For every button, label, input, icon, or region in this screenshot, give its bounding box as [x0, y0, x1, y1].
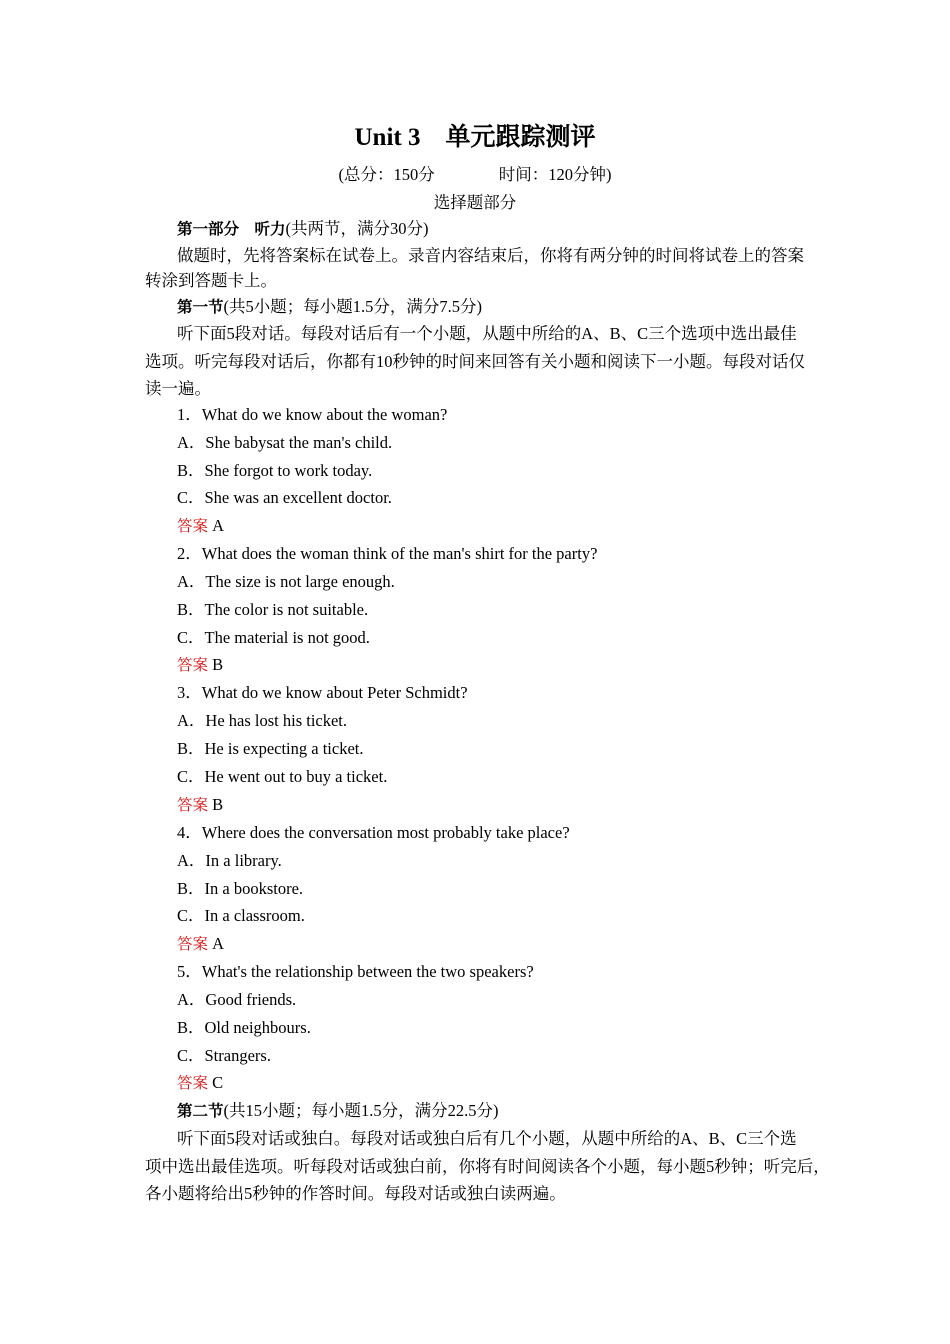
- answer-label: 答案: [177, 517, 209, 535]
- section-title: 选择题部分: [433, 193, 517, 212]
- part1-heading: [177, 219, 857, 239]
- total-score: (总分：150分: [338, 165, 435, 184]
- question-text: 5．What's the relationship between the two speakers?: [177, 962, 534, 981]
- sec1-label: 第一节: [177, 298, 224, 316]
- answer-value: B: [212, 655, 224, 674]
- option-a: A．She babysat the man's child.: [177, 433, 393, 452]
- answer-label: 答案: [177, 935, 209, 953]
- question-text: 3．What do we know about Peter Schmidt?: [177, 683, 468, 702]
- sec2-label: 第二节: [177, 1102, 224, 1120]
- option-c: C．Strangers.: [177, 1046, 271, 1065]
- question-text: 1．What do we know about the woman?: [177, 405, 448, 424]
- option-c: C．She was an excellent doctor.: [177, 488, 392, 507]
- answer-line: [177, 795, 857, 815]
- sec2-instruction-line: 听下面5段对话或独白。每段对话或独白后有几个小题，从题中所给的A、B、C三个选: [177, 1129, 797, 1148]
- answer-line: [177, 655, 857, 675]
- intro-line: 做题时，先将答案标在试卷上。录音内容结束后，你将有两分钟的时间将试卷上的答案: [177, 246, 804, 265]
- answer-value: A: [212, 934, 225, 953]
- sec1-heading: [177, 297, 857, 317]
- option-b: B．He is expecting a ticket.: [177, 739, 364, 758]
- answer-value: B: [212, 795, 224, 814]
- option-c: C．In a classroom.: [177, 906, 305, 925]
- option-c: C．The material is not good.: [177, 628, 370, 647]
- answer-line: [177, 934, 857, 954]
- part1-note: (共两节，满分30分): [285, 219, 429, 238]
- option-a: A．In a library.: [177, 851, 282, 870]
- option-a: A．The size is not large enough.: [177, 572, 395, 591]
- time-limit: 时间：120分钟): [498, 165, 612, 184]
- sec2-instruction-line: 各小题将给出5秒钟的作答时间。每段对话或独白读两遍。: [145, 1184, 566, 1203]
- sec1-instruction-line: 选项。听完每段对话后，你都有10秒钟的时间来回答有关小题和阅读下一小题。每段对话仅: [145, 352, 805, 371]
- answer-line: [177, 1073, 857, 1093]
- sec1-instruction-line: 读一遍。: [145, 379, 211, 398]
- option-b: B．The color is not suitable.: [177, 600, 369, 619]
- question-text: 2．What does the woman think of the man's shirt for the party?: [177, 544, 598, 563]
- exam-meta: [0, 165, 950, 185]
- sec2-note: (共15小题；每小题1.5分，满分22.5分): [223, 1101, 499, 1120]
- question-text: 4．Where does the conversation most probably take place?: [177, 823, 570, 842]
- answer-value: A: [212, 516, 225, 535]
- answer-line: [177, 516, 857, 536]
- page-title: Unit 3 单元跟踪测评: [354, 124, 596, 151]
- option-a: A．He has lost his ticket.: [177, 711, 348, 730]
- sec1-instruction-line: 听下面5段对话。每段对话后有一个小题，从题中所给的A、B、C三个选项中选出最佳: [177, 324, 797, 343]
- answer-label: 答案: [177, 796, 209, 814]
- sec1-note: (共5小题；每小题1.5分，满分7.5分): [223, 297, 483, 316]
- answer-value: C: [212, 1073, 224, 1092]
- answer-label: 答案: [177, 1074, 209, 1092]
- option-b: B．She forgot to work today.: [177, 461, 373, 480]
- sec2-heading: [177, 1101, 857, 1121]
- intro-line: 转涂到答题卡上。: [145, 271, 277, 290]
- option-c: C．He went out to buy a ticket.: [177, 767, 388, 786]
- option-a: A．Good friends.: [177, 990, 297, 1009]
- option-b: B．Old neighbours.: [177, 1018, 311, 1037]
- part1-label: 第一部分 听力: [177, 220, 286, 238]
- sec2-instruction-line: 项中选出最佳选项。听每段对话或独白前，你将有时间阅读各个小题，每小题5秒钟；听完后，: [145, 1157, 830, 1176]
- option-b: B．In a bookstore.: [177, 879, 304, 898]
- answer-label: 答案: [177, 656, 209, 674]
